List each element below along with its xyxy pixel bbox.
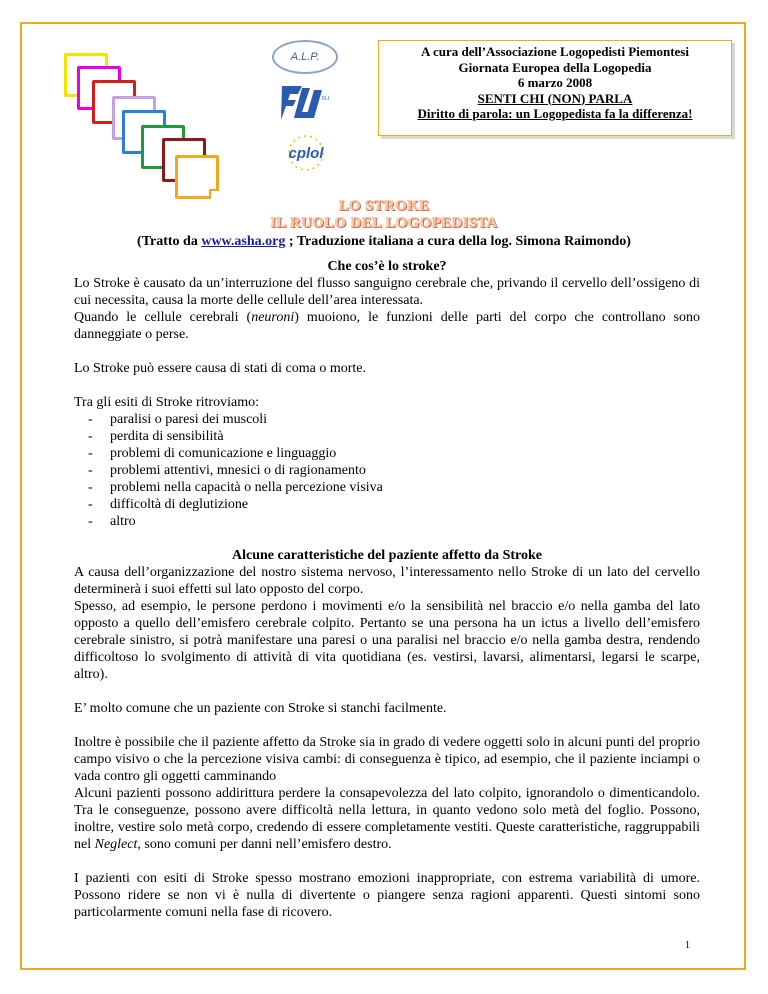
header-info-box (378, 40, 732, 136)
page-title: LO STROKE (338, 198, 430, 214)
flp-logo (278, 82, 334, 122)
header-line-slogan: SENTI CHI (NON) PARLA (477, 90, 633, 106)
italic-term: Neglect, (94, 837, 141, 852)
folder-icon (175, 155, 219, 199)
header-line-event: Giornata Europea della Logopedia (458, 59, 652, 75)
text-span: sono comuni per danni nell’emisfero destro. (140, 837, 392, 852)
list-item: - altro (74, 513, 700, 530)
alp-logo (272, 40, 338, 74)
list-intro: Tra gli esiti di Stroke ritroviamo: (74, 395, 259, 410)
page-subtitle-title: IL RUOLO DEL LOGOPEDISTA (270, 215, 498, 231)
source-credit (0, 234, 768, 250)
list-item: - problemi nella capacità o nella percezione visiva (74, 479, 700, 496)
cplol-logo-text: cplol (288, 145, 324, 162)
document-body (74, 258, 700, 921)
paragraph: Spesso, ad esempio, le persone perdono i movimenti e/o la sensibilità nel braccio e/o nella gamba del lato opposto a quello dell’emisfero cerebrale colpito. Pertanto se una persona ha un ictus a livello dell’emisfero cerebrale sinistro, si potrà manifestare una paresi o una paralisi nel braccio e/o nella gamba destra, rendendo difficoltoso lo svolgimento di attività di vita quotidiana (es. vestirsi, lavarsi, alimentarsi, legarsi le scarpe, altro). (74, 599, 700, 682)
text-span: ) muoiono, le funzioni delle parti del corpo che controllano sono danneggiate o perse. (74, 310, 701, 342)
text-span: Alcuni pazienti possono addirittura perdere la consapevolezza del lato colpito, ignorandolo o dimenticandolo. Tra le conseguenze, possono avere difficoltà nella lettura, in quanto vedono solo metà del foglio. Possono, inoltre, vestire solo metà corpo, credendo di essere completamente vestiti. Queste caratteristiche, raggruppabili nel (74, 786, 700, 852)
list-item: - difficoltà di deglutizione (74, 496, 700, 513)
flp-logo-text: FLI (322, 96, 330, 102)
header-line-date: 6 marzo 2008 (517, 75, 593, 90)
asha-link[interactable]: www.asha.org (201, 234, 286, 249)
paragraph (74, 785, 700, 853)
list-item: - paralisi o paresi dei muscoli (74, 411, 700, 428)
header-line-motto: Diritto di parola: un Logopedista fa la differenza! (417, 106, 693, 121)
list-item: - problemi di comunicazione e linguaggio (74, 445, 700, 462)
paragraph: Lo Stroke è causato da un’interruzione del flusso sanguigno cerebrale che, privando il cervello dell’ossigeno di cui necessita, causa la morte delle cellule dell’area interessata. (74, 276, 700, 308)
header-line-association: A cura dell’Associazione Logopedisti Piemontesi (421, 44, 689, 59)
paragraph: A causa dell’organizzazione del nostro sistema nervoso, l’interessamento nello Stroke di un lato del cervello determinerà i suoi effetti sul lato opposto del corpo. (74, 565, 700, 597)
italic-term: neuroni (251, 310, 295, 325)
section-heading: Alcune caratteristiche del paziente affetto da Stroke (232, 548, 542, 563)
text-span: Quando le cellule cerebrali ( (74, 310, 252, 325)
list-item: - problemi attentivi, mnesici o di ragionamento (74, 462, 700, 479)
paragraph: Lo Stroke può essere causa di stati di coma o morte. (74, 361, 366, 376)
alp-logo-text: A.L.P. (290, 51, 320, 63)
source-prefix: (Tratto da (137, 234, 202, 249)
paragraph (74, 309, 700, 343)
section-heading: Che cos’è lo stroke? (327, 259, 447, 274)
list-item: - perdita di sensibilità (74, 428, 700, 445)
stroke-outcomes-list (74, 411, 700, 530)
source-suffix: ; Traduzione italiana a cura della log. Simona Raimondo) (285, 234, 631, 249)
cplol-logo (276, 132, 336, 178)
paragraph: Inoltre è possibile che il paziente affetto da Stroke sia in grado di vedere oggetti solo in alcuni punti del proprio campo visivo o che la percezione visiva cambi: di conseguenza è tipico, ad esempio, che il paziente inciampi o vada contro gli oggetti camminando (74, 735, 700, 784)
page-number: 1 (685, 940, 690, 951)
paragraph: I pazienti con esiti di Stroke spesso mostrano emozioni inappropriate, con estrema variabilità di umore. Possono ridere se non vi è nulla di divertente o piangere senza ragioni apparenti. Questi sintomi sono particolarmente comuni nella fase di ricovero. (74, 871, 700, 920)
paragraph: E’ molto comune che un paziente con Stroke si stanchi facilmente. (74, 701, 447, 716)
